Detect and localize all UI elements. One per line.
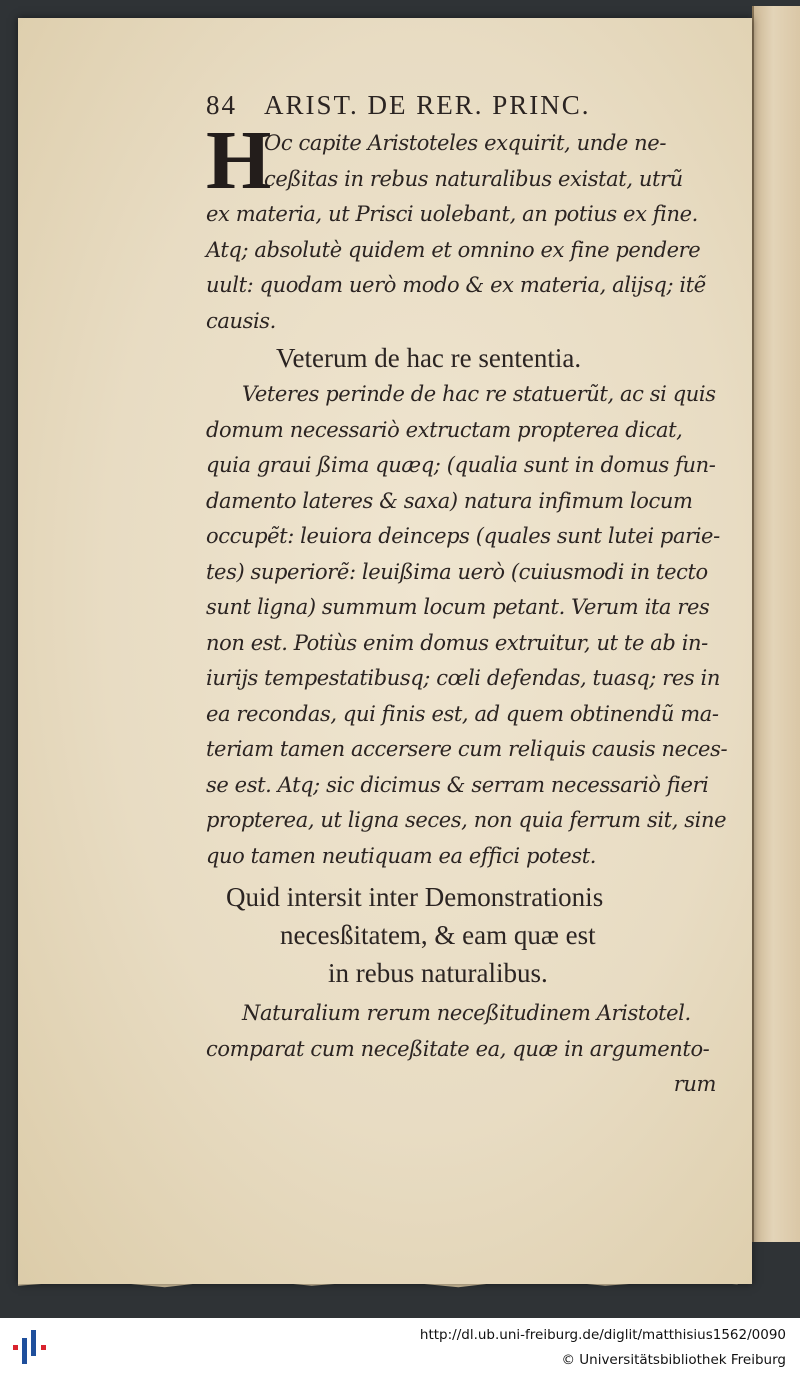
running-header [206, 88, 726, 122]
text-line: Naturalium rerum neceßitudinem Aristotel. [242, 1001, 691, 1025]
viewer-footer [0, 1318, 800, 1374]
text-line: non est. Potiùs enim domus extruitur, ut te ab in- [206, 630, 708, 655]
text-line: iurijs tempestatibusq; cœli defendas, tuasq; res in [206, 666, 720, 690]
text-line: Veteres perinde de hac re statuerũt, ac si quis [242, 382, 716, 406]
intro-paragraph [206, 114, 726, 339]
text-line: se est. Atq; sic dicimus & serram necessariò fieri [206, 772, 709, 797]
page-number: 84 [206, 90, 237, 120]
text-line: uult: quodam uerò modo & ex materia, alijsq; itẽ [206, 273, 706, 297]
text-line: quo tamen neutiquam ea effici potest. [206, 843, 597, 868]
text-line: causis. [206, 308, 276, 333]
section-heading-2 [206, 878, 726, 992]
adjacent-page-edge [752, 6, 800, 1242]
heading-line: necesßitatem, & eam quæ est [280, 920, 596, 950]
text-line: Atq; absolutè quidem et omnino ex fine pendere [206, 237, 701, 262]
heading-line: in rebus naturalibus. [328, 958, 548, 988]
text-line: ceßitas in rebus naturalibus existat, utrũ [264, 166, 683, 191]
text-line: domum necessariò extructam propterea dicat, [206, 417, 683, 442]
permalink-url[interactable]: http://dl.ub.uni-freiburg.de/diglit/matthisius1562/0090 [419, 1327, 786, 1343]
text-line: tes) superiorẽ: leuißima uerò (cuiusmodi in tecto [206, 559, 708, 584]
copyright-notice: © Universitätsbibliothek Freiburg [561, 1352, 786, 1368]
page-text [206, 88, 726, 1103]
text-line: sunt ligna) summum locum petant. Verum ita res [206, 595, 710, 619]
university-library-logo-icon [10, 1328, 50, 1366]
text-line: propterea, ut ligna seces, non quia ferrum sit, sine [206, 808, 727, 832]
section-heading: Veterum de hac re sententia. [276, 343, 582, 373]
text-line: damento lateres & saxa) natura infimum locum [206, 488, 693, 513]
text-line: teriam tamen accersere cum reliquis causis neces- [206, 737, 728, 761]
paragraph-naturalium [206, 996, 726, 1067]
text-line: ex materia, ut Prisci uolebant, an potius ex fine. [206, 202, 698, 226]
heading-line: Quid intersit inter Demonstrationis [226, 882, 604, 912]
text-line: comparat cum neceßitate ea, quæ in argumento- [206, 1036, 710, 1061]
paragraph-veteres [206, 377, 726, 874]
running-title: ARIST. DE RER. PRINC. [264, 90, 591, 120]
text-line: occupẽt: leuiora deinceps (quales sunt lutei parie- [206, 524, 720, 548]
catchword: rum [673, 1072, 716, 1096]
text-line: Oc capite Aristoteles exquirit, unde ne- [264, 131, 667, 155]
text-line: quia graui ßima quæq; (qualia sunt in domus fun- [206, 453, 716, 477]
text-line: ea recondas, qui finis est, ad quem obtinendũ ma- [206, 701, 719, 726]
drop-cap-initial: H [206, 114, 272, 207]
